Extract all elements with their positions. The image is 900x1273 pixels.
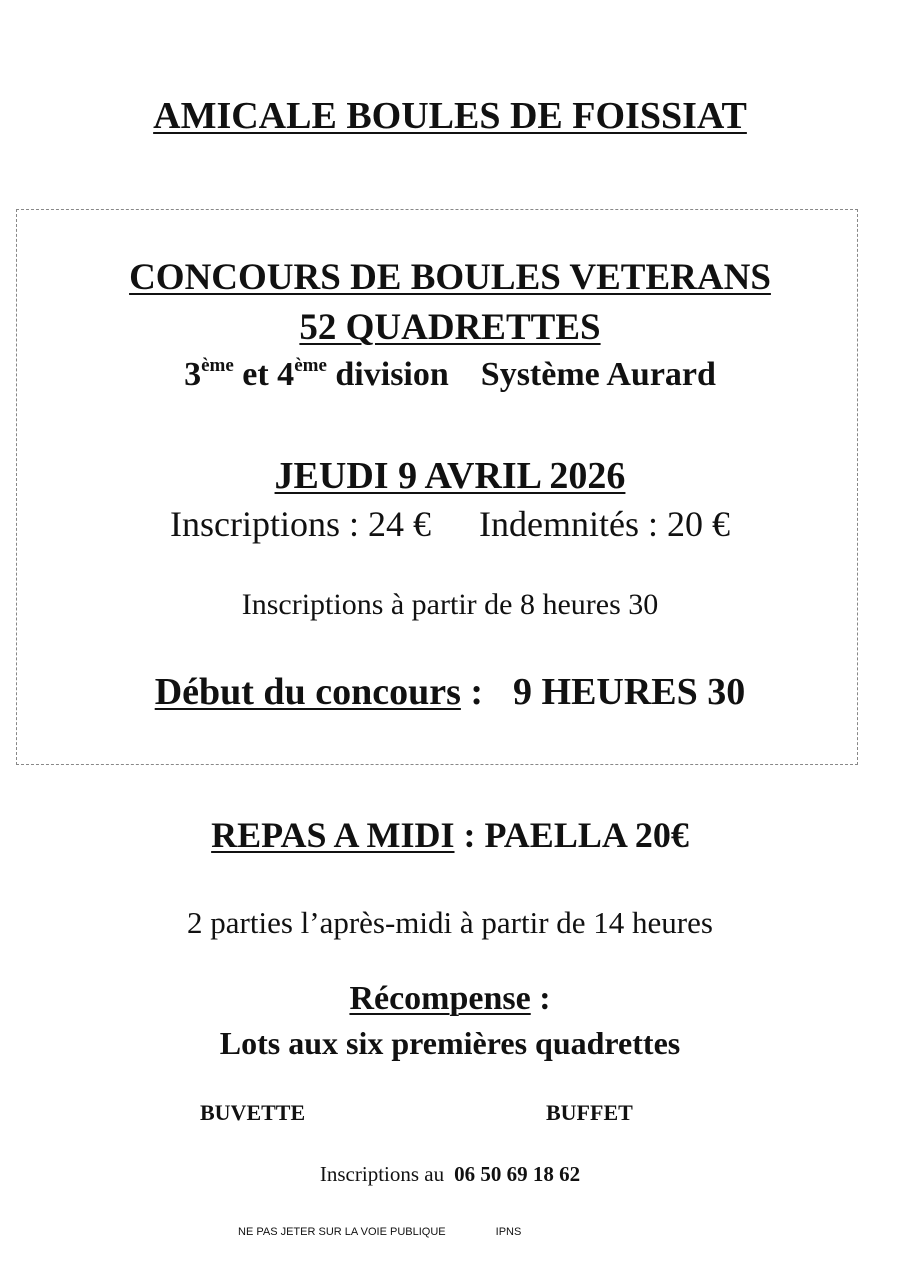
division-sup-1: ème bbox=[201, 355, 234, 376]
inscription-fee: Inscriptions : 24 € bbox=[170, 504, 431, 544]
game-system: Système Aurard bbox=[480, 356, 716, 393]
reward-label: Récompense bbox=[349, 980, 531, 1017]
meal-label: REPAS A MIDI bbox=[211, 815, 455, 855]
division-line bbox=[0, 355, 900, 394]
contact-line bbox=[0, 1162, 900, 1187]
division-text: division bbox=[326, 356, 449, 393]
footer-notice-text: NE PAS JETER SUR LA VOIE PUBLIQUE bbox=[238, 1226, 446, 1238]
fees-line bbox=[0, 503, 900, 545]
afternoon-games: 2 parties l’après-midi à partir de 14 heures bbox=[187, 905, 713, 940]
start-label: Début du concours bbox=[154, 671, 461, 713]
reward-colon: : bbox=[530, 980, 551, 1017]
reward-heading bbox=[0, 980, 900, 1018]
division-num: 3 bbox=[184, 356, 202, 393]
start-time: 9 HEURES 30 bbox=[513, 671, 746, 713]
indemnites: Indemnités : 20 € bbox=[479, 504, 730, 544]
division-and: et 4 bbox=[233, 356, 295, 393]
start-line bbox=[0, 670, 900, 714]
meal-detail: : PAELLA 20€ bbox=[454, 815, 689, 855]
footer-ipns: IPNS bbox=[495, 1226, 522, 1238]
reward-detail: Lots aux six premières quadrettes bbox=[219, 1025, 681, 1061]
contact-label: Inscriptions au bbox=[319, 1162, 445, 1186]
buffet-label: BUFFET bbox=[546, 1100, 633, 1125]
footer-notice bbox=[238, 1226, 521, 1238]
start-colon: : bbox=[460, 671, 484, 713]
contact-phone: 06 50 69 18 62 bbox=[454, 1162, 581, 1186]
buvette-label: BUVETTE bbox=[200, 1100, 306, 1125]
event-date: JEUDI 9 AVRIL 2026 bbox=[274, 455, 626, 497]
meal-line bbox=[0, 814, 900, 856]
event-teams: 52 QUADRETTES bbox=[299, 307, 601, 348]
division-sup-2: ème bbox=[294, 355, 327, 376]
page-title: AMICALE BOULES DE FOISSIAT bbox=[153, 95, 747, 137]
event-name: CONCOURS DE BOULES VETERANS bbox=[129, 257, 771, 298]
registration-time: Inscriptions à partir de 8 heures 30 bbox=[241, 588, 659, 621]
